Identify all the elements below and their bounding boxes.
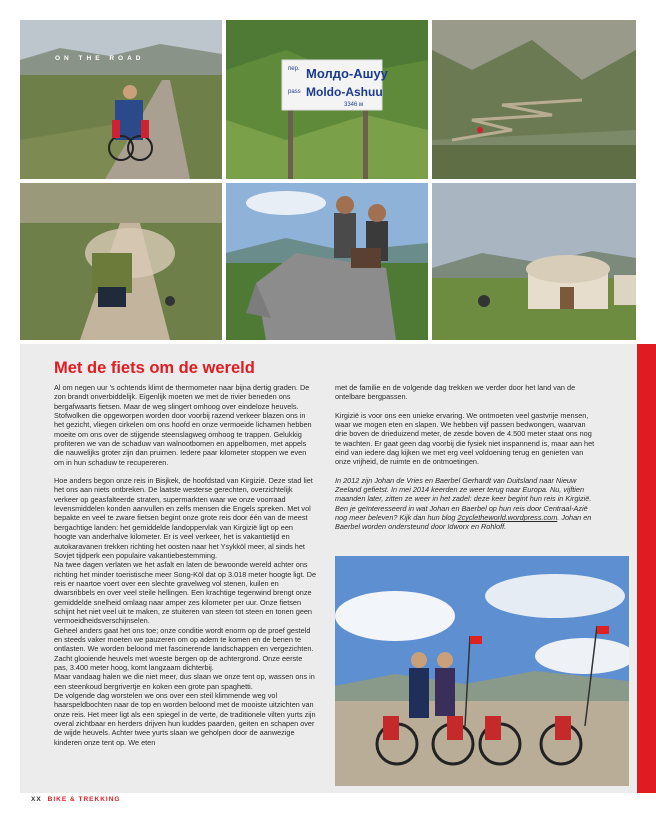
blog-link[interactable]: 2cycletheworld.wordpress.com	[457, 513, 558, 523]
page-footer	[31, 796, 120, 803]
magazine-name: BIKE & TREKKING	[47, 796, 121, 803]
paragraph: Al om negen uur 's ochtends klimt de thermometer naar bijna dertig graden. De zon brandt onverbiddelijk. Eigenlijk moeten we met de rivier beneden ons bergafwaarts fietsen. Maar de weg slingert omhoog over eindeloze heuvels. Stofwolken die opgeworpen worden door voorbij razend verkeer blazen ons in het gezicht, vliegen cirkelen om ons hoofd en onze vermoeide lichamen hebben moeite om ons over de stijgende steenslagweg omhoog te trappen. Gelukkig profiteren we van de schaduw van walnootbomen en appelbomen, met appels die nauwelijks groter zijn dan pruimen. Iedere paar kilometer stoppen we even om in hun schaduw te recupereren.	[54, 383, 312, 467]
photo-yurts	[432, 183, 636, 340]
paragraph: Kirgizië is voor ons een unieke ervaring. We ontmoeten veel gastvrije mensen, waar we mogen eten en slapen. We hebben vijf passen bedwongen, waarvan drie boven de drieduizend meter, de zesde boven de 4.500 meter staat ons nog te wachten. Er gaat geen dag voorbij die fysiek niet inspannend is, maar aan het eind van iedere dag kijken we met erg veel voldoening terug en genieten van onze vrijheid, de ruimte en de ontmoetingen.	[335, 410, 595, 467]
page-number: XX	[31, 796, 42, 803]
sign-altitude: 3346 м	[344, 102, 364, 108]
accent-bar	[637, 344, 656, 793]
paragraph: Hoe anders begon onze reis in Bisjkek, de hoofdstad van Kirgizië. Deze stad liet het ons aan niets ontbreken. De laatste westerse gerechten, overzichtelijk verkeer op geasfalteerde straten, supermarkten waar we onze voorraad levensmiddelen konden aanvullen en zelfs mensen die Engels spreken. Met vol bepakte en veel te zware fietsen begint onze grote reis door één van de meest bergachtige landen: het gemiddelde landoppervlak van Kirgizië ligt op een hoogte van anderhalve kilometer. Er is veel verkeer, het is vakantietijd en autokaravanen trekken richting het oosten naar het Ysykköl meer, al sinds het Sovjet tijdperk een populaire vakantiebestemming. Na twee dagen verlaten we het asfalt en laten de bewoonde wereld achter ons richting het minder toeristische meer Song-Köl dat op 3.018 meter hoogte ligt. De reis er naartoe voert over een slechte gravelweg vol stenen, kuilen en dwarsribbels en over veel steile hellingen. Een krachtige tegenwind brengt onze gemiddelde snelheid omlaag naar amper zes kilometer per uur. Onze fietsen schijnt het niet veel uit te maken, ze stuiteren van steen tot steen en tonen geen vermoeidheidsverschijnselen. Geheel anders gaat het ons toe; onze conditie wordt enorm op de proef gesteld en steeds vaker moeten we pauzeren om op adem te komen en de benen te ontlasten. We worden beloond met fascinerende landschappen en vergezichten. Zacht glooiende heuvels met woeste bergen op de achtergrond. Onze eerste pas, 3.400 meter hoog, komt langzaam dichterbij. Maar vandaag halen we die niet meer, dus slaan we onze tent op, wassen ons in een steenkoud bergrivertje en koken een grote pan spaghetti. De volgende dag worstelen we ons over een steil klimmende weg vol haarspeldbochten naar de top en worden beloond met de mooiste uitzichten van onze reis. Het meer ligt als een spiegel in de verte, de traditionele vilten yurts zijn overal zichtbaar en herders drijven hun kuddes paarden, geiten en schapen over de wijde heuvels. Achter twee yurts slaan we geholpen door de aanwezige kinderen onze tent op. We eten	[54, 476, 317, 747]
sign-line-1: Молдо-Ашуу	[306, 66, 388, 81]
author-note	[335, 476, 598, 532]
author-note-text: In 2012 zijn Johan de Vries en Baerbel Gerhardt van Duitsland naar Nieuw Zeeland gefietst. In mei 2014 keerden ze weer terug naar Europa. Nu, vijftien maanden later, zitten ze weer in het zadel: deze keer begint hun reis in Kirgizië. Ben je geïnteresseerd in wat Johan en Baerbel op hun reis door Centraal-Azië nog meer beleven? Kijk dan hun blog	[335, 475, 592, 523]
sign-prefix-1: пер.	[288, 66, 300, 72]
photo-hay-truck	[20, 183, 222, 340]
paragraph: met de familie en de volgende dag trekken we verder door het land van de ontelbare bergpassen.	[335, 383, 576, 402]
photo-cyclists-with-bikes	[335, 556, 629, 786]
sign-prefix-2: pass	[288, 89, 301, 95]
article-column-1	[54, 383, 317, 756]
photo-pass-sign	[226, 20, 428, 179]
sign-line-2: Moldo-Ashuu	[306, 85, 383, 99]
photo-mountain-pass	[432, 20, 636, 179]
section-label: ON THE ROAD	[55, 55, 145, 62]
author-note-tail: . Johan en Baerbel worden ondersteund door Idworx en Rohloff.	[335, 513, 592, 532]
article-title: Met de fiets om de wereld	[54, 359, 255, 377]
article-column-2	[335, 383, 598, 541]
photo-cyclist-gravel-road	[20, 20, 222, 179]
photo-kids-on-horse	[226, 183, 428, 340]
